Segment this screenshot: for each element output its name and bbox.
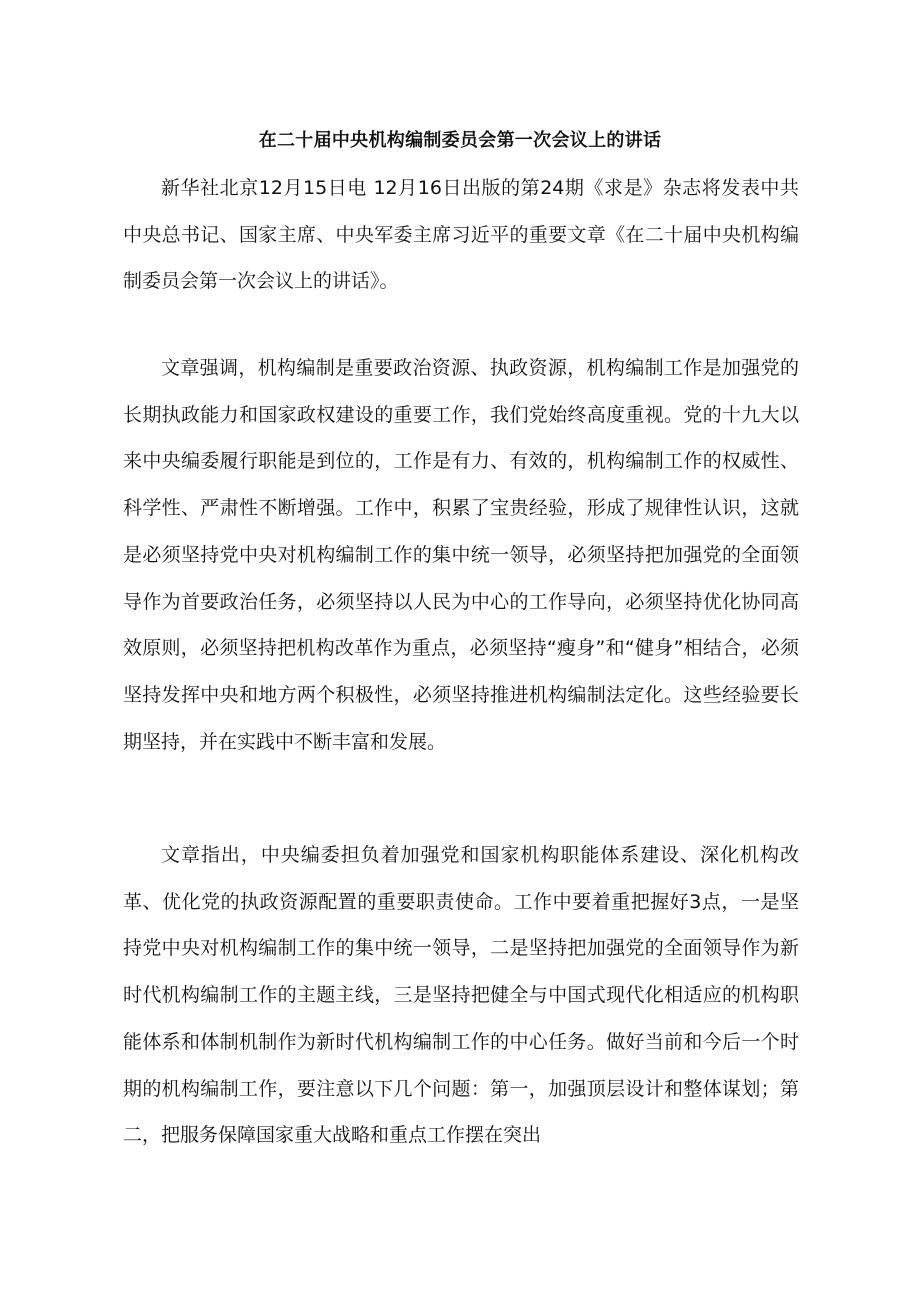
paragraph-2: 文章强调，机构编制是重要政治资源、执政资源，机构编制工作是加强党的长期执政能力和国家政权建设的重要工作，我们党始终高度重视。党的十九大以来中央编委履行职能是到位的，工作是有力、有效的，机构编制工作的权威性、科学性、严肃性不断增强。工作中，积累了宝贵经验，形成了规律性认识，这就是必须坚持党中央对机构编制工作的集中统一领导，必须坚持把加强党的全面领导作为首要政治任务，必须坚持以人民为中心的工作导向，必须坚持优化协同高效原则，必须坚持把机构改革作为重点，必须坚持“瘦身”和“健身”相结合，必须坚持发挥中央和地方两个积极性，必须坚持推进机构编制法定化。这些经验要长期坚持，并在实践中不断丰富和发展。: [123, 357, 799, 753]
paragraph-3: 文章指出，中央编委担负着加强党和国家机构职能体系建设、深化机构改革、优化党的执政资源配置的重要职责使命。工作中要着重把握好3点，一是坚持党中央对机构编制工作的集中统一领导，二是坚持把加强党的全面领导作为新时代机构编制工作的主题主线，三是坚持把健全与中国式现代化相适应的机构职能体系和体制机制作为新时代机构编制工作的中心任务。做好当前和今后一个时期的机构编制工作，要注意以下几个问题：第一，加强顶层设计和整体谋划；第二，把服务保障国家重大战略和重点工作摆在突出: [123, 844, 799, 1147]
paragraph-1: 新华社北京12月15日电 12月16日出版的第24期《求是》杂志将发表中共中央总书记、国家主席、中央军委主席习近平的重要文章《在二十届中央机构编制委员会第一次会议上的讲话》。: [123, 177, 799, 293]
article-title: 在二十届中央机构编制委员会第一次会议上的讲话: [258, 130, 662, 151]
